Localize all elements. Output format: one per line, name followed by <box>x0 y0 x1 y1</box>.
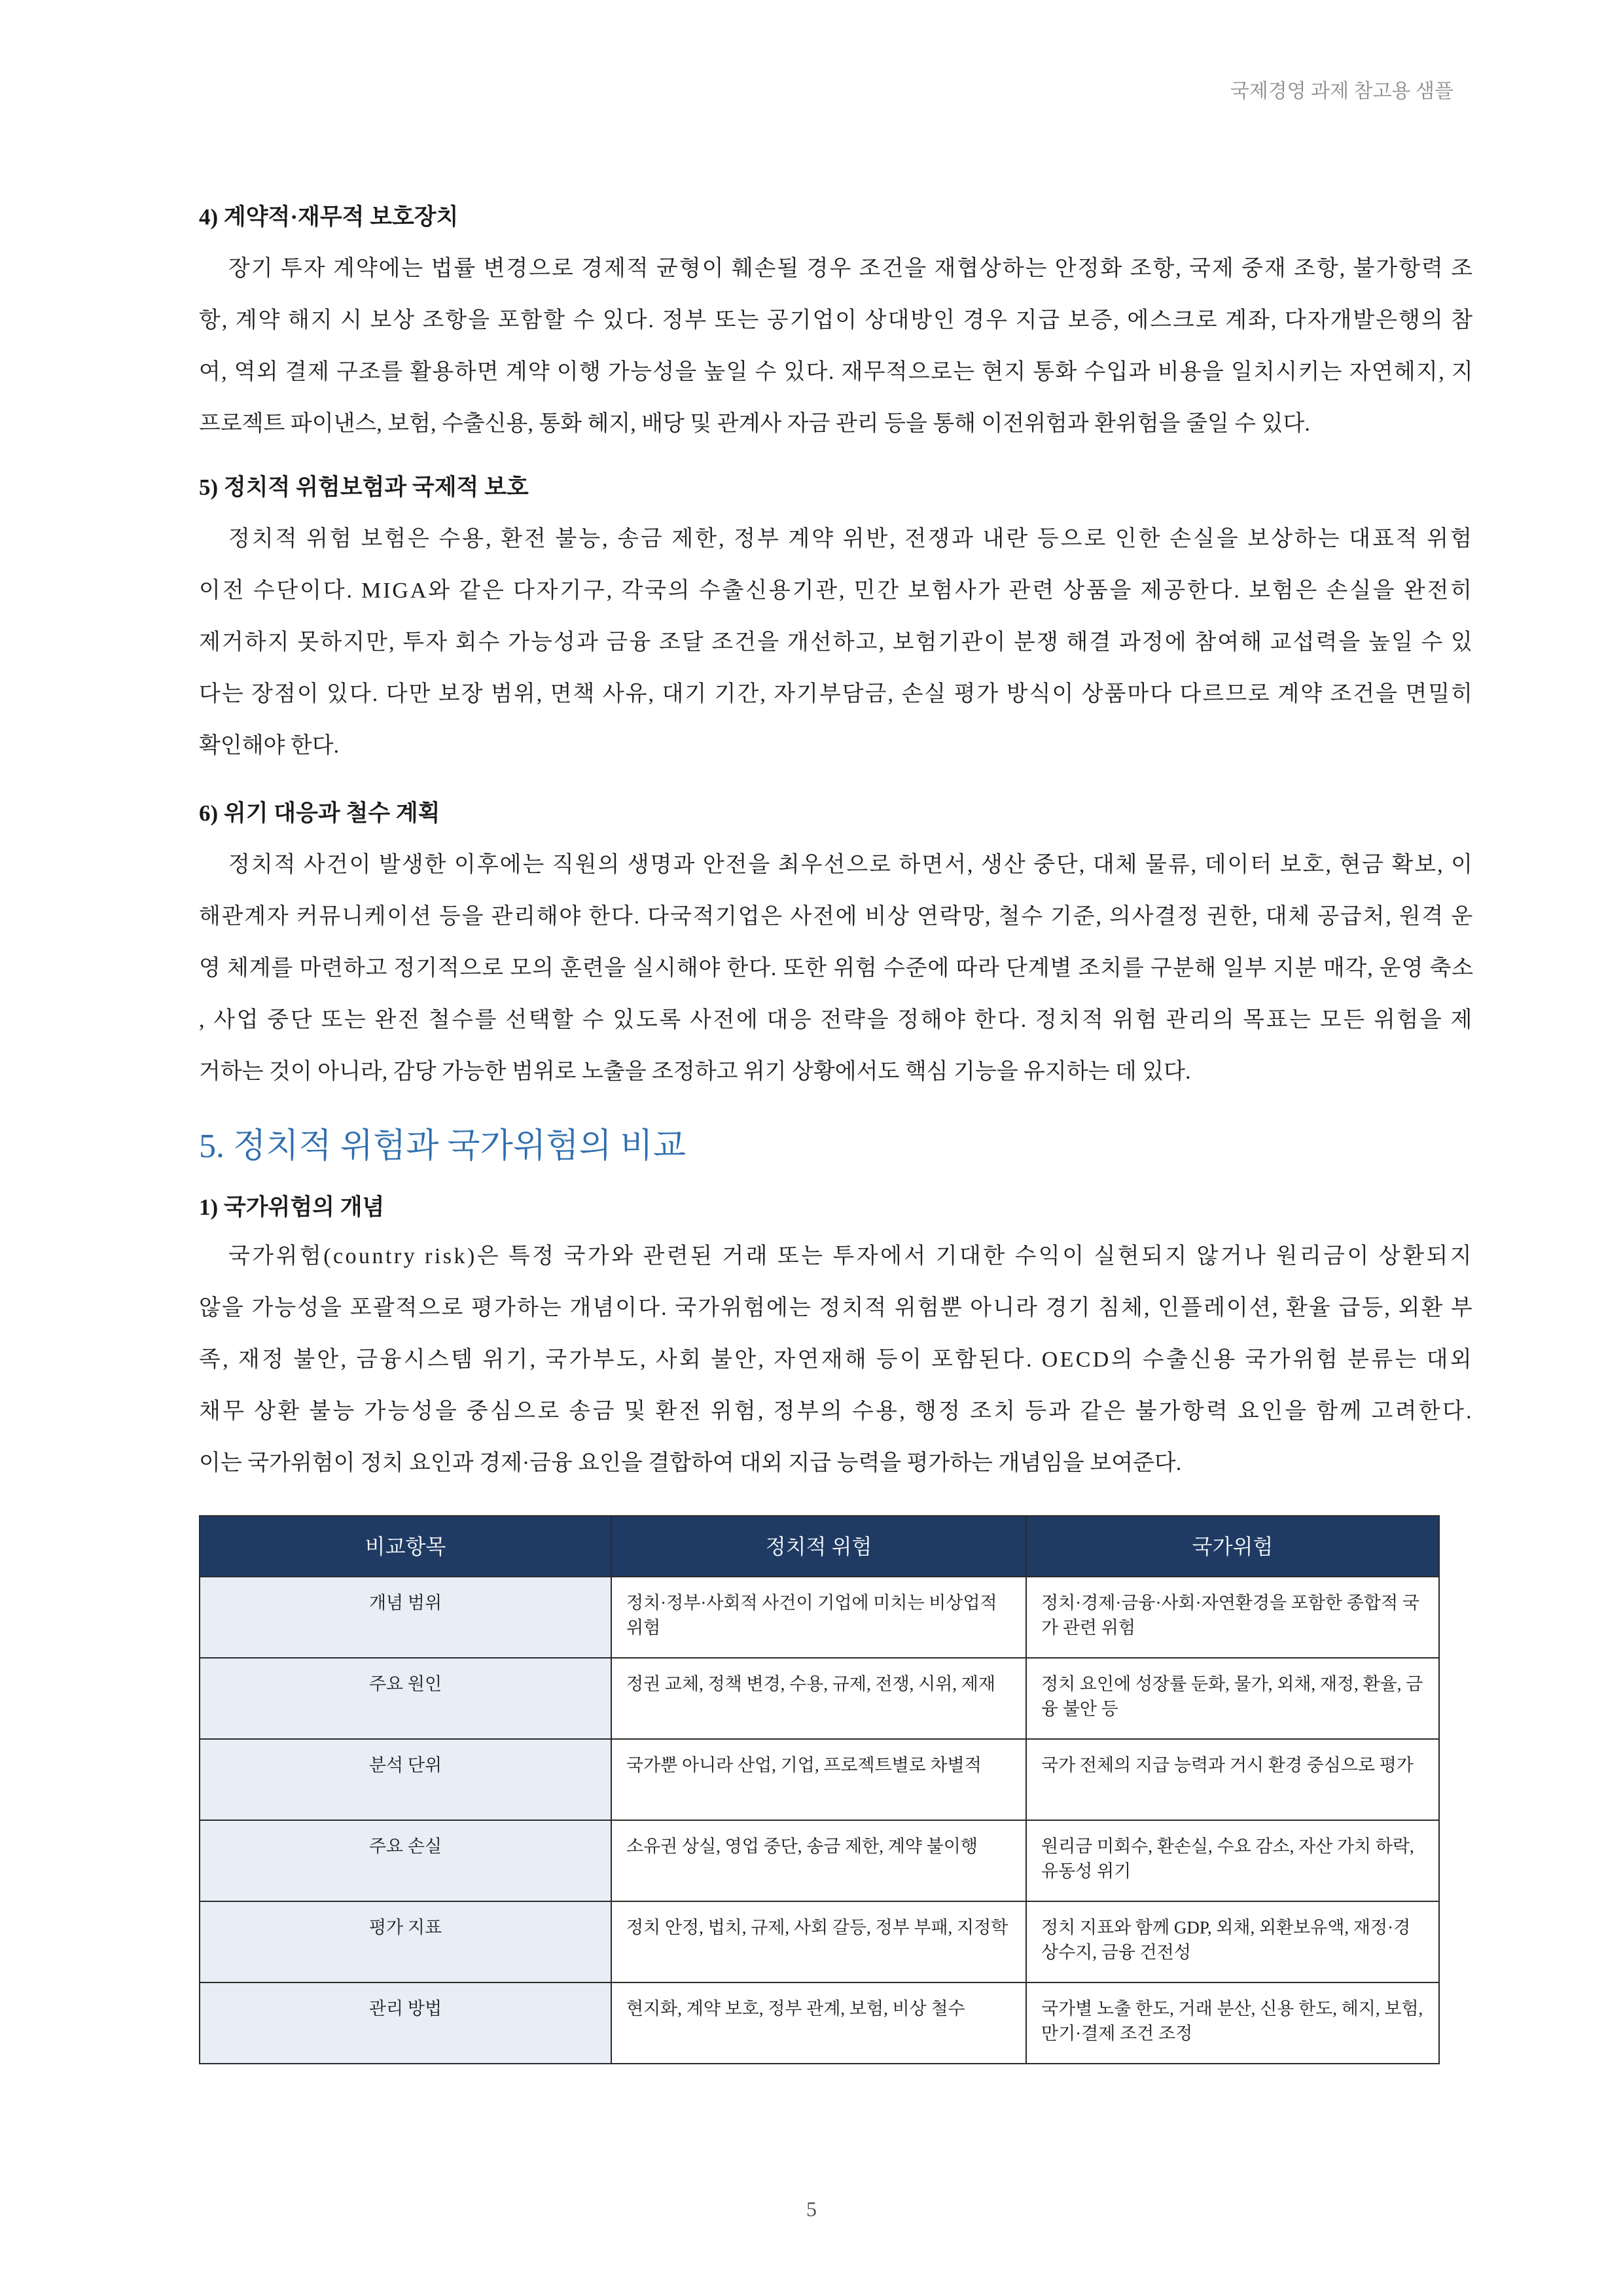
table-row <box>200 1820 1439 1901</box>
line-text: 프로젝트 파이낸스, 보험, 수출신용, 통화 헤지, 배당 및 관계사 자금 관리 등을 통해 이전위험과 환위험을 줄일 수 있다. <box>199 412 1310 436</box>
line-text: 채무 상환 불능 가능성을 중심으로 송금 및 환전 위험, 정부의 수용, 행정 조치 등과 같은 불가항력 요인을 함께 고려한다. <box>199 1399 1474 1424</box>
row-item: 개념 범위 <box>200 1577 611 1658</box>
line-text: 영 체계를 마련하고 정기적으로 모의 훈련을 실시해야 한다. 또한 위험 수준에 따라 단계별 조치를 구분해 일부 지분 매각, 운영 축소 <box>199 956 1474 980</box>
political-risk-cell: 소유권 상실, 영업 중단, 송금 제한, 계약 불이행 <box>611 1820 1026 1901</box>
paragraph-line <box>199 942 1475 994</box>
column-header-political-risk: 정치적 위험 <box>611 1516 1026 1577</box>
political-risk-cell: 국가뿐 아니라 산업, 기업, 프로젝트별로 차별적 <box>611 1739 1026 1820</box>
paragraph-line <box>199 243 1475 295</box>
line-text: 족, 재정 불안, 금융시스템 위기, 국가부도, 사회 불안, 자연재해 등이 포함된다. OECD의 수출신용 국가위험 분류는 대외 <box>199 1348 1474 1372</box>
paragraph-line <box>199 398 1475 450</box>
paragraph-line <box>199 891 1475 942</box>
line-text: 이전 수단이다. MIGA와 같은 다자기구, 각국의 수출신용기관, 민간 보험사가 관련 상품을 제공한다. 보험은 손실을 완전히 <box>199 579 1474 603</box>
section-heading: 6) 위기 대응과 철수 계획 <box>199 800 440 826</box>
page-number: 5 <box>806 2197 817 2221</box>
comparison-table <box>199 1515 1440 2064</box>
section-political-risk-insurance <box>199 461 1475 772</box>
line-text: 제거하지 못하지만, 투자 회수 가능성과 금융 조달 조건을 개선하고, 보험기관이 분쟁 해결 과정에 참여해 교섭력을 높일 수 있 <box>199 630 1474 655</box>
comparison-table-wrapper <box>199 1515 1438 2064</box>
line-text: 정치적 위험 보험은 수용, 환전 불능, 송금 제한, 정부 계약 위반, 전쟁과 내란 등으로 인한 손실을 보상하는 대표적 위험 <box>228 527 1474 551</box>
paragraph-line <box>199 1282 1475 1334</box>
country-risk-cell: 정치·경제·금융·사회·자연환경을 포함한 종합적 국가 관련 위험 <box>1026 1577 1439 1658</box>
paragraph-line <box>199 1386 1475 1437</box>
running-header: 국제경영 과제 참고용 샘플 <box>1230 81 1454 102</box>
paragraph-line <box>199 994 1475 1046</box>
column-header-item: 비교항목 <box>200 1516 611 1577</box>
political-risk-cell: 정권 교체, 정책 변경, 수용, 규제, 전쟁, 시위, 제재 <box>611 1658 1026 1739</box>
paragraph-line <box>199 1046 1475 1098</box>
country-risk-paragraph <box>199 1230 1475 1489</box>
line-text: 다는 장점이 있다. 다만 보장 범위, 면책 사유, 대기 기간, 자기부담금, 손실 평가 방식이 상품마다 다르므로 계약 조건을 면밀히 <box>199 682 1474 706</box>
line-text: 장기 투자 계약에는 법률 변경으로 경제적 균형이 훼손될 경우 조건을 재협상하는 안정화 조항, 국제 중재 조항, 불가항력 조 <box>228 257 1474 281</box>
column-header-country-risk: 국가위험 <box>1026 1516 1439 1577</box>
paragraph-line <box>199 839 1475 891</box>
paragraph-line <box>199 1334 1475 1386</box>
paragraph-line <box>199 668 1475 720</box>
section-heading: 5) 정치적 위험보험과 국제적 보호 <box>199 475 529 500</box>
row-item: 분석 단위 <box>200 1739 611 1820</box>
line-text: 않을 가능성을 포괄적으로 평가하는 개념이다. 국가위험에는 정치적 위험뿐 아니라 경기 침체, 인플레이션, 환율 급등, 외환 부 <box>199 1296 1474 1320</box>
table-row <box>200 1901 1439 1982</box>
line-text: 국가위험(country risk)은 특정 국가와 관련된 거래 또는 투자에서 기대한 수익이 실현되지 않거나 원리금이 상환되지 <box>228 1244 1474 1268</box>
line-text: 여, 역외 결제 구조를 활용하면 계약 이행 가능성을 높일 수 있다. 재무적으로는 현지 통화 수입과 비용을 일치시키는 자연헤지, 지 <box>199 360 1474 384</box>
country-risk-cell: 정치 지표와 함께 GDP, 외채, 외환보유액, 재정·경상수지, 금융 건전성 <box>1026 1901 1439 1982</box>
row-item: 관리 방법 <box>200 1982 611 2064</box>
paragraph-line <box>199 720 1475 772</box>
section-heading: 1) 국가위험의 개념 <box>199 1194 385 1220</box>
political-risk-cell: 정치 안정, 법치, 규제, 사회 갈등, 정부 부패, 지정학 <box>611 1901 1026 1982</box>
paragraph-line <box>199 565 1475 617</box>
country-risk-cell: 국가별 노출 한도, 거래 분산, 신용 한도, 헤지, 보험, 만기·결제 조건 조정 <box>1026 1982 1439 2064</box>
line-text: 항, 계약 해지 시 보상 조항을 포함할 수 있다. 정부 또는 공기업이 상대방인 경우 지급 보증, 에스크로 계좌, 다자개발은행의 참 <box>199 308 1474 332</box>
table-header-row <box>200 1516 1439 1577</box>
country-risk-cell: 정치 요인에 성장률 둔화, 물가, 외채, 재정, 환율, 금융 불안 등 <box>1026 1658 1439 1739</box>
line-text: 거하는 것이 아니라, 감당 가능한 범위로 노출을 조정하고 위기 상황에서도 핵심 기능을 유지하는 데 있다. <box>199 1060 1191 1084</box>
row-item: 주요 원인 <box>200 1658 611 1739</box>
section-heading: 4) 계약적·재무적 보호장치 <box>199 204 459 230</box>
line-text: 해관계자 커뮤니케이션 등을 관리해야 한다. 다국적기업은 사전에 비상 연락망, 철수 기준, 의사결정 권한, 대체 공급처, 원격 운 <box>199 905 1474 929</box>
country-risk-cell: 원리금 미회수, 환손실, 수요 감소, 자산 가치 하락, 유동성 위기 <box>1026 1820 1439 1901</box>
section-crisis-response <box>199 787 1475 1098</box>
paragraph-line <box>199 1230 1475 1282</box>
chapter-title: 5. 정치적 위험과 국가위험의 비교 <box>199 1128 687 1165</box>
table-row <box>200 1982 1439 2064</box>
paragraph-line <box>199 295 1475 346</box>
political-risk-cell: 현지화, 계약 보호, 정부 관계, 보험, 비상 철수 <box>611 1982 1026 2064</box>
country-risk-cell: 국가 전체의 지급 능력과 거시 환경 중심으로 평가 <box>1026 1739 1439 1820</box>
line-text: 확인해야 한다. <box>199 734 340 758</box>
row-item: 주요 손실 <box>200 1820 611 1901</box>
line-text: , 사업 중단 또는 완전 철수를 선택할 수 있도록 사전에 대응 전략을 정해야 한다. 정치적 위험 관리의 목표는 모든 위험을 제 <box>199 1008 1474 1032</box>
table-row <box>200 1658 1439 1739</box>
section-country-risk-concept <box>199 1181 1475 1233</box>
table-row <box>200 1577 1439 1658</box>
political-risk-cell: 정치·정부·사회적 사건이 기업에 미치는 비상업적 위험 <box>611 1577 1026 1658</box>
line-text: 이는 국가위험이 정치 요인과 경제·금융 요인을 결합하여 대외 지급 능력을 평가하는 개념임을 보여준다. <box>199 1451 1182 1475</box>
table-row <box>200 1739 1439 1820</box>
section-contract-financial-protection <box>199 191 1475 450</box>
paragraph-line <box>199 1437 1475 1489</box>
paragraph-line <box>199 346 1475 398</box>
row-item: 평가 지표 <box>200 1901 611 1982</box>
line-text: 정치적 사건이 발생한 이후에는 직원의 생명과 안전을 최우선으로 하면서, 생산 중단, 대체 물류, 데이터 보호, 현금 확보, 이 <box>228 853 1474 877</box>
paragraph-line <box>199 617 1475 668</box>
paragraph-line <box>199 513 1475 565</box>
